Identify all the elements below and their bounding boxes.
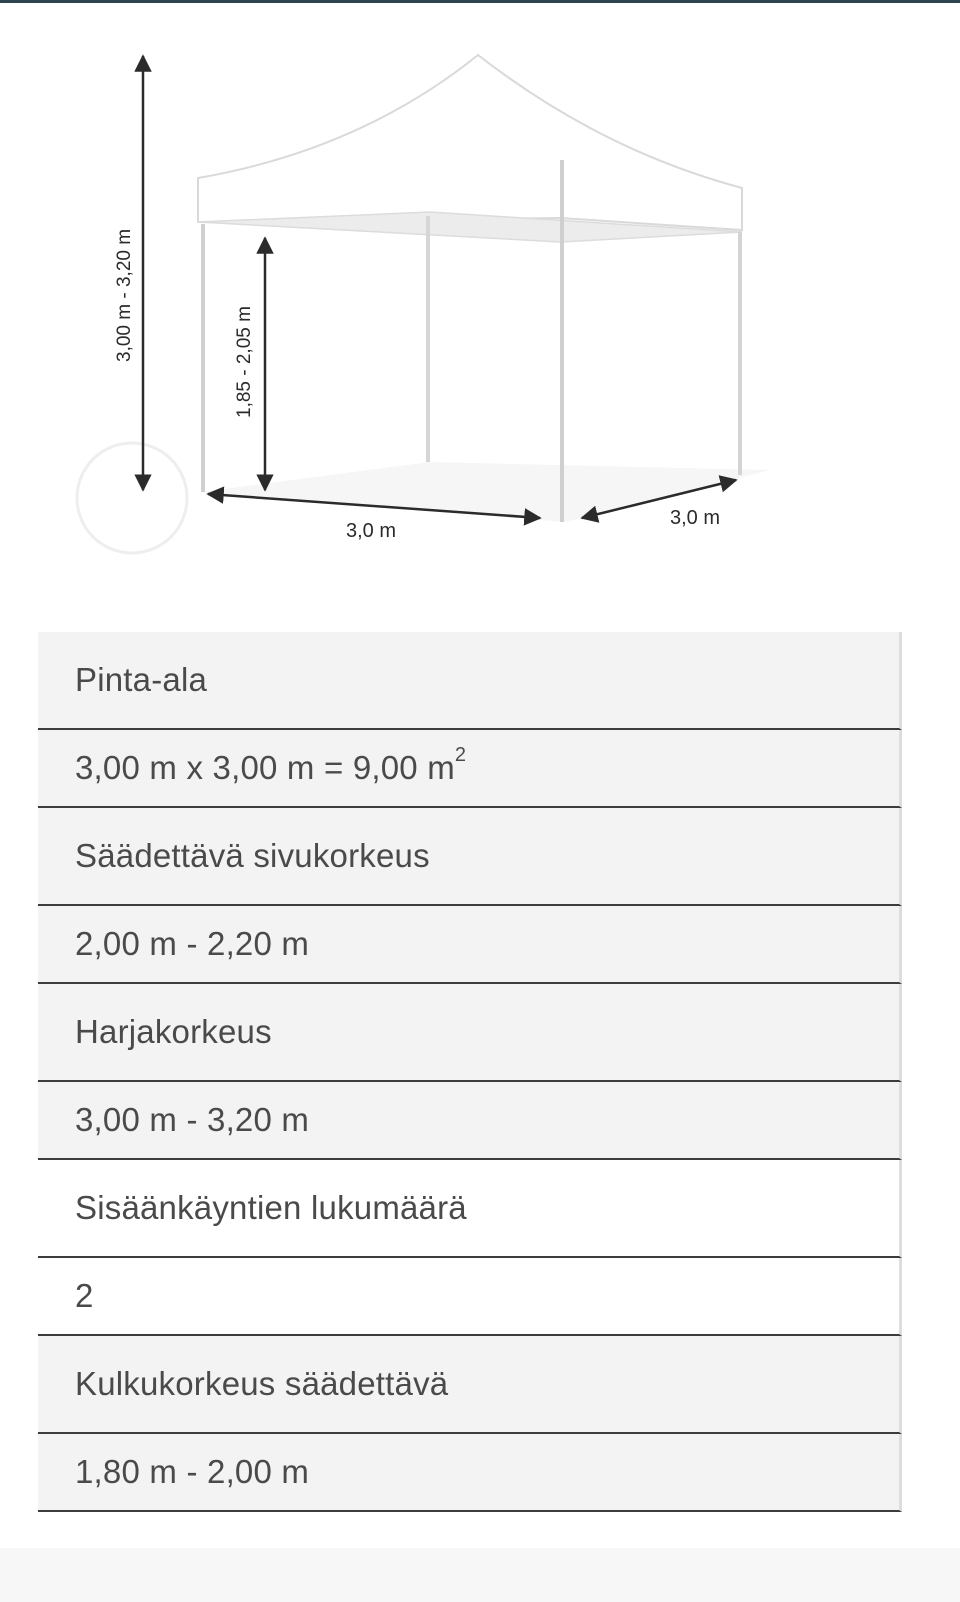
spec-label-ridge-height (38, 984, 902, 1082)
spec-label: Kulkukorkeus säädettävä (75, 1365, 449, 1402)
spec-label: Sisäänkäyntien lukumäärä (75, 1189, 467, 1226)
spec-value: 1,80 m - 2,00 m (75, 1453, 310, 1490)
spec-value-area (38, 730, 902, 808)
height-label: 3,00 m - 3,20 m (114, 228, 135, 362)
tent-dimension-diagram (0, 0, 960, 600)
spec-value-side-height (38, 906, 902, 984)
spec-value-ridge-height (38, 1082, 902, 1160)
watermark-seal (77, 443, 187, 553)
spec-value: 2 (75, 1277, 94, 1314)
spec-label-entrances (38, 1160, 902, 1258)
spec-value: 3,00 m - 3,20 m (75, 1101, 310, 1138)
bottom-edge (0, 1548, 960, 1602)
spec-label-area (38, 632, 902, 730)
spec-value-walkway-height (38, 1434, 902, 1512)
spec-value: 3,00 m x 3,00 m = 9,00 $m^2$ (75, 744, 467, 786)
side-height-label: 1,85 - 2,05 m (234, 306, 255, 418)
depth-label: 3,0 m (670, 507, 721, 529)
specifications-table (38, 632, 902, 1512)
spec-label-side-height (38, 808, 902, 906)
spec-label-walkway-height (38, 1336, 902, 1434)
spec-label: Harjakorkeus (75, 1013, 272, 1050)
spec-label: Säädettävä sivukorkeus (75, 837, 430, 874)
width-label: 3,0 m (346, 520, 397, 542)
spec-value: 2,00 m - 2,20 m (75, 925, 310, 962)
spec-label: Pinta-ala (75, 661, 208, 698)
spec-value-entrances (38, 1258, 902, 1336)
